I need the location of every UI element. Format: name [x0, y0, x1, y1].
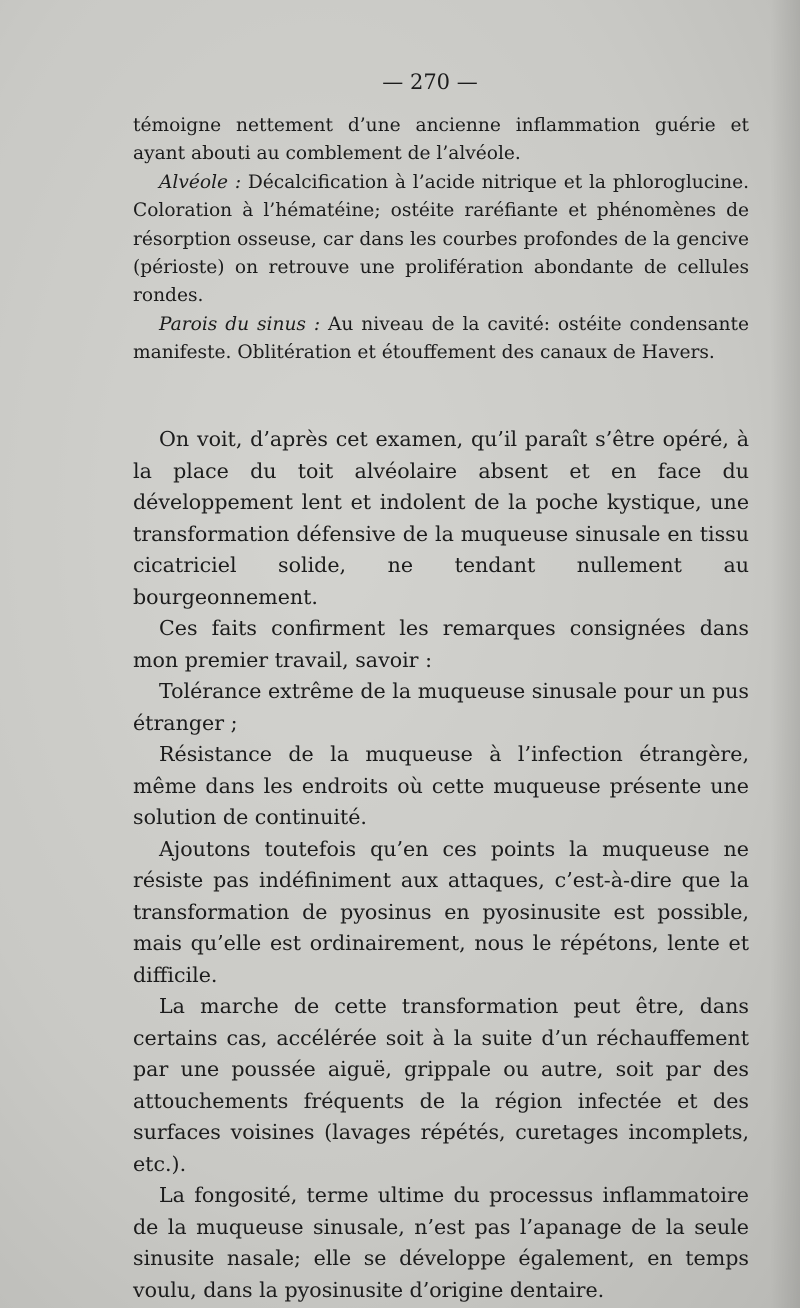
parois-label: Parois du sinus : — [159, 313, 321, 335]
observation-notes — [133, 112, 749, 368]
parois-text: Au niveau de la cavité: ostéite condensante manifeste. Oblitération et étouffement des canaux de Havers. — [133, 313, 749, 364]
main-paragraph-3: Tolérance extrême de la muqueuse sinusale pour un pus étranger ; — [133, 679, 749, 735]
notes-paragraph-alveole — [133, 169, 749, 311]
notes-paragraph-1: témoigne nettement d’une ancienne inflammation guérie et ayant abouti au comblement de l’alvéole. — [133, 115, 749, 165]
page-edge-shadow — [770, 0, 800, 1308]
main-paragraph-5: Ajoutons toutefois qu’en ces points la muqueuse ne résiste pas indéfiniment aux attaques, c’est-à-dire que la transformation de pyosinus en pyosinusite est possible, mais qu’elle est ordinairement, nous le répétons, lente et difficile. — [133, 836, 749, 987]
page-number: — 270 — — [382, 70, 478, 94]
main-paragraph-6: La marche de cette transformation peut être, dans certains cas, accélérée soit à la suite d’un réchauffement par une poussée aiguë, grippale ou autre, soit par des attouchements fréquents de la région infectée et des surfaces voisines (lavages répétés, curetages incomplets, etc.). — [133, 994, 749, 1176]
main-paragraph-2: Ces faits confirment les remarques consignées dans mon premier travail, savoir : — [133, 616, 749, 672]
alveole-label: Alvéole : — [159, 171, 242, 193]
main-paragraph-7: La fongosité, terme ultime du processus inflammatoire de la muqueuse sinusale, n’est pas l’apanage de la seule sinusite nasale; elle se développe également, en temps voulu, dans la pyosinusite d’origine dentaire. — [133, 1183, 749, 1302]
main-text — [133, 424, 749, 1306]
main-paragraph-4: Résistance de la muqueuse à l’infection étrangère, même dans les endroits où cette muqueuse présente une solution de continuité. — [133, 742, 749, 829]
main-paragraph-1: On voit, d’après cet examen, qu’il paraît s’être opéré, à la place du toit alvéolaire absent et en face du développement lent et indolent de la poche kystique, une transformation défensive de la muqueuse sinusale en tissu cicatriciel solide, ne tendant nullement au bourgeonnement. — [133, 427, 749, 609]
notes-paragraph-parois — [133, 311, 749, 368]
alveole-text: Décalcification à l’acide nitrique et la phloroglucine. Coloration à l’hématéine; ostéite raréfiante et phénomènes de résorption osseuse, car dans les courbes profondes de la gencive (périoste) on retrouve une prolifération abondante de cellules rondes. — [133, 171, 749, 307]
